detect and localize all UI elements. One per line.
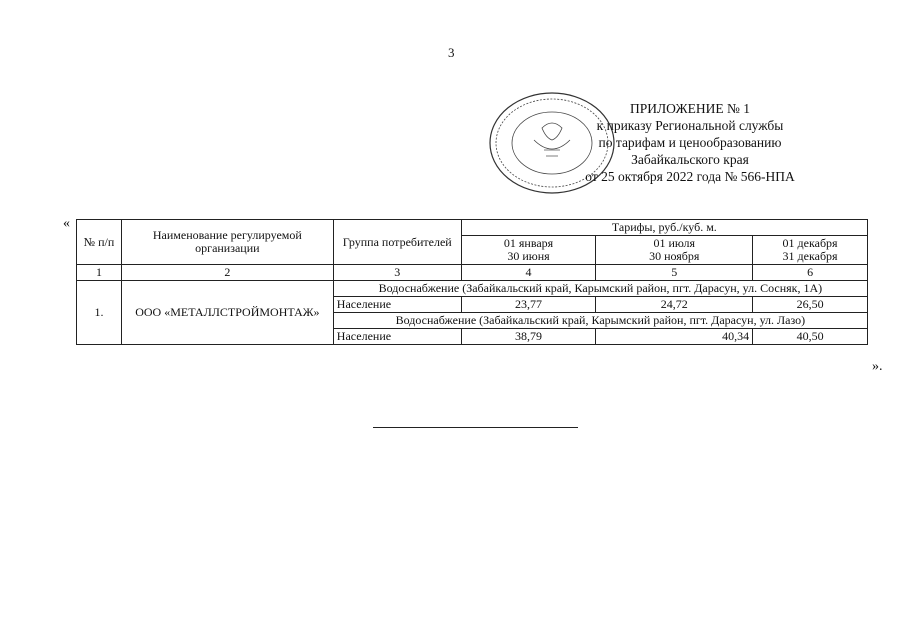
header-tariffs: Тарифы, руб./куб. м. <box>461 220 867 236</box>
header-period-1 <box>461 236 596 265</box>
header-period-2-from: 01 июля <box>653 236 696 250</box>
section-1-value-3: 26,50 <box>753 297 868 313</box>
appendix-line-2: по тарифам и ценообразованию <box>598 135 782 150</box>
col-number-1: 1 <box>77 265 122 281</box>
appendix-line-1: к приказу Региональной службы <box>596 118 784 133</box>
page-number: 3 <box>448 45 455 60</box>
col-number-2: 2 <box>121 265 333 281</box>
header-period-1-to: 30 июня <box>507 249 550 263</box>
row-num: 1. <box>77 281 122 345</box>
section-2-value-3: 40,50 <box>753 329 868 345</box>
opening-quote: « <box>63 216 70 231</box>
section-1-value-1: 23,77 <box>461 297 596 313</box>
header-num: № п/п <box>77 220 122 265</box>
section-2-group: Население <box>333 329 461 345</box>
section-title-2: Водоснабжение (Забайкальский край, Карымский район, пгт. Дарасун, ул. Лазо) <box>333 313 867 329</box>
closing-quote: ». <box>872 359 883 374</box>
appendix-header <box>560 100 820 185</box>
header-group: Группа потребителей <box>333 220 461 265</box>
tariff-table <box>76 219 868 345</box>
section-1-group: Население <box>333 297 461 313</box>
appendix-title: ПРИЛОЖЕНИЕ № 1 <box>629 101 751 116</box>
col-number-4: 4 <box>461 265 596 281</box>
header-period-2-to: 30 ноября <box>649 249 700 263</box>
header-period-1-from: 01 января <box>503 236 554 250</box>
appendix-line-4: от 25 октября 2022 года № 566-НПА <box>585 169 795 184</box>
header-period-3 <box>753 236 868 265</box>
closing-rule <box>373 427 578 428</box>
section-2-value-1: 38,79 <box>461 329 596 345</box>
header-org: Наименование регулируемой организации <box>121 220 333 265</box>
section-1-value-2: 24,72 <box>596 297 753 313</box>
appendix-line-3: Забайкальского края <box>631 152 749 167</box>
row-org: ООО «МЕТАЛЛСТРОЙМОНТАЖ» <box>121 281 333 345</box>
header-period-2 <box>596 236 753 265</box>
col-number-6: 6 <box>753 265 868 281</box>
section-title-1: Водоснабжение (Забайкальский край, Карымский район, пгт. Дарасун, ул. Сосняк, 1А) <box>333 281 867 297</box>
col-number-3: 3 <box>333 265 461 281</box>
header-period-3-from: 01 декабря <box>782 236 838 250</box>
header-period-3-to: 31 декабря <box>782 249 838 263</box>
col-number-5: 5 <box>596 265 753 281</box>
section-2-value-2: 40,34 <box>596 329 753 345</box>
